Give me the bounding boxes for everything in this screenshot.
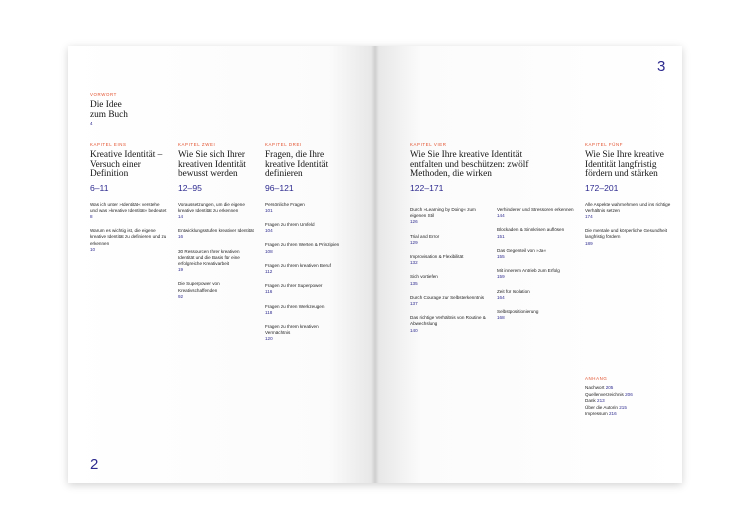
- toc-entry-page: 189: [585, 240, 593, 246]
- toc-entry-title: Fragen zu Ihrem kreativen Beruf: [265, 262, 331, 268]
- toc-entry: [265, 222, 345, 234]
- toc-entry-title: Warum es wichtig ist, die eigene kreative Identität zu definieren und zu erkennen: [90, 228, 167, 246]
- toc-entry-page: 168: [497, 315, 505, 321]
- anhang-item-page: 213: [597, 398, 605, 404]
- chapter-4-entries-b: [497, 207, 575, 329]
- toc-entry-title: Entwicklungsstufen kreativer Identität: [178, 228, 254, 234]
- toc-entry-page: 120: [265, 336, 273, 342]
- toc-entry: [265, 202, 345, 214]
- toc-entry-title: Fragen zu Ihrer Superpower: [265, 283, 323, 289]
- book-fold: [371, 46, 379, 483]
- toc-entry-title: Das Gegenteil von »Ja«: [497, 247, 547, 253]
- anhang-kicker: ANHANG: [585, 376, 608, 381]
- chapter-entries: [178, 202, 256, 300]
- toc-entry-page: 108: [265, 248, 273, 254]
- toc-entry-title: Zeit für Isolation: [497, 288, 530, 294]
- chapter-entries: [90, 202, 168, 253]
- anhang-item-title: Quellenverzeichnis: [585, 391, 624, 397]
- toc-entry: [265, 283, 345, 295]
- chapter-1: [90, 142, 168, 261]
- toc-entry-title: Die Superpower von Kreativschaffenden: [178, 281, 220, 293]
- chapter-4: [410, 142, 582, 193]
- toc-entry: [265, 304, 345, 316]
- vorwort-title: Die Idee zum Buch: [90, 100, 128, 120]
- chapter-5: [585, 142, 671, 255]
- anhang-item-page: 216: [609, 411, 617, 417]
- toc-entry-title: Durch »Learning by Doing« zum eigenen Stil: [410, 207, 476, 219]
- toc-entry-title: Fragen zu Ihren Werten & Prinzipien: [265, 242, 340, 248]
- toc-entry: [410, 207, 488, 226]
- toc-entry: [410, 274, 488, 286]
- toc-entry: [497, 309, 575, 321]
- chapter-2: [178, 142, 256, 308]
- toc-entry: [585, 202, 671, 221]
- toc-entry: [410, 254, 488, 266]
- toc-entry-title: Durch Courage zur Selbsterkenntnis: [410, 294, 485, 300]
- toc-entry: [497, 289, 575, 301]
- anhang-section: [585, 376, 671, 418]
- toc-entry-page: 101: [265, 207, 273, 213]
- toc-entry-title: Fragen zu Ihrem Umfeld: [265, 221, 315, 227]
- chapter-kicker: KAPITEL EINS: [90, 142, 127, 147]
- anhang-item-title: Impressum: [585, 411, 608, 417]
- chapter-page-range: 96–121: [265, 182, 294, 193]
- toc-entry-page: 92: [178, 293, 184, 299]
- chapter-3: [265, 142, 345, 351]
- vorwort-kicker: VORWORT: [90, 92, 117, 97]
- toc-entry-title: Fragen zu Ihrem kreativen Vermächtnis: [265, 323, 319, 336]
- right-page: [375, 46, 682, 483]
- chapter-title: Wie Sie Ihre kreative Identität entfalten und beschützen: zwölf Methoden, die wirken: [410, 150, 529, 179]
- chapter-entries: [265, 202, 345, 343]
- anhang-item: [585, 392, 671, 399]
- toc-entry-page: 104: [265, 228, 273, 234]
- chapter-title: Wie Sie Ihre kreative Identität langfristig fördern und stärken: [585, 150, 664, 179]
- toc-entry-page: 140: [410, 327, 418, 333]
- anhang-item-title: Nachwort: [585, 385, 605, 390]
- toc-entry-title: Alle Aspekte wahrnehmen und ins richtige Verhältnis setzen: [585, 201, 671, 213]
- chapter-4-entries-a: [410, 207, 488, 342]
- toc-entry-title: Sich vortiefen: [410, 274, 438, 280]
- toc-entry-page: 151: [497, 233, 505, 239]
- toc-entry-page: 126: [410, 219, 418, 225]
- toc-entry-title: Mit innerem Antrieb zum Erfolg: [497, 268, 560, 274]
- toc-entry-title: Blockaden & Sinnkrisen auflösen: [497, 227, 565, 233]
- anhang-item: [585, 398, 671, 405]
- toc-entry: [90, 228, 168, 253]
- toc-entry-title: Persönliche Fragen: [265, 201, 305, 207]
- toc-entry-page: 129: [410, 239, 418, 245]
- toc-entry: [178, 228, 256, 240]
- chapter-page-range: 12–95: [178, 182, 202, 193]
- toc-entry-page: 16: [178, 234, 184, 240]
- anhang-item: [585, 405, 671, 412]
- toc-entry-page: 14: [178, 213, 184, 219]
- chapter-kicker: KAPITEL VIER: [410, 142, 447, 147]
- toc-entry-page: 164: [497, 294, 505, 300]
- toc-entry-title: Die mentale und körperliche Gesundheit langfristig fördern: [585, 228, 667, 240]
- toc-entry-page: 174: [585, 213, 593, 219]
- toc-entry-title: Selbstpositionierung: [497, 309, 539, 315]
- toc-entry: [265, 242, 345, 254]
- chapter-page-range: 6–11: [90, 182, 109, 193]
- toc-entry: [497, 248, 575, 260]
- toc-entry: [497, 268, 575, 280]
- anhang-item: [585, 385, 671, 392]
- toc-entry: [497, 227, 575, 239]
- anhang-item-title: Dank: [585, 398, 596, 404]
- chapter-title: Kreative Identität – Versuch einer Definition: [90, 150, 163, 179]
- toc-entry: [585, 228, 671, 247]
- toc-entry-page: 116: [265, 289, 273, 295]
- toc-entry-title: 30 Ressourcen Ihrer kreativen Identität und die Basis für eine erfolgreiche Kreativarbeit: [178, 248, 240, 266]
- toc-entry: [178, 249, 256, 274]
- anhang-item-page: 206: [625, 391, 633, 397]
- page-number-right: 3: [657, 58, 666, 75]
- chapter-title: Wie Sie sich Ihrer kreativen Identität bewusst werden: [178, 150, 246, 179]
- toc-entry: [178, 281, 256, 300]
- vorwort-section: [90, 92, 170, 127]
- toc-entry: [410, 295, 488, 307]
- toc-entry-title: Fragen zu Ihren Werkzeugen: [265, 303, 325, 309]
- toc-entry-page: 132: [410, 260, 418, 266]
- vorwort-page: 4: [90, 121, 93, 126]
- toc-entry-page: 155: [497, 254, 505, 260]
- toc-entry: [410, 234, 488, 246]
- book-spread: [68, 46, 682, 483]
- toc-entry-title: Was ich unter »Identität« verstehe und was »kreative Identität« bedeutet: [90, 201, 167, 213]
- chapter-kicker: KAPITEL DREI: [265, 142, 302, 147]
- toc-entry-page: 135: [410, 280, 418, 286]
- toc-entry: [497, 207, 575, 219]
- anhang-item-page: 215: [619, 404, 627, 410]
- chapter-page-range: 122–171: [410, 182, 444, 193]
- chapter-entries: [585, 202, 671, 247]
- toc-entry-page: 19: [178, 267, 184, 273]
- toc-entry-page: 112: [265, 268, 273, 274]
- chapter-kicker: KAPITEL ZWEI: [178, 142, 216, 147]
- toc-entry: [178, 202, 256, 221]
- page-number-left: 2: [90, 456, 99, 473]
- toc-entry-page: 137: [410, 301, 418, 307]
- toc-entry-page: 144: [497, 213, 505, 219]
- toc-entry-page: 8: [90, 213, 93, 219]
- toc-entry: [410, 315, 488, 334]
- toc-entry-page: 118: [265, 309, 273, 315]
- toc-entry-page: 159: [497, 274, 505, 280]
- toc-entry-title: Voraussetzungen, um die eigene kreative Identität zu erkennen: [178, 201, 245, 213]
- chapter-page-range: 172–201: [585, 182, 619, 193]
- toc-entry: [265, 263, 345, 275]
- chapter-title: Fragen, die Ihre kreative Identität definieren: [265, 150, 329, 179]
- toc-entry-title: Verhinderer und Stressoren erkennen: [497, 207, 574, 212]
- toc-entry-title: Improvisation & Flexibilität: [410, 254, 464, 260]
- anhang-item: [585, 411, 671, 418]
- toc-entry-title: Das richtige Verhältnis von Routine & Abwechslung: [410, 315, 486, 327]
- toc-entry: [90, 202, 168, 221]
- toc-entry-page: 10: [90, 246, 96, 252]
- chapter-kicker: KAPITEL FÜNF: [585, 142, 624, 147]
- left-page: [68, 46, 375, 483]
- anhang-item-title: Über die Autorin: [585, 404, 618, 410]
- toc-entry: [265, 324, 345, 343]
- toc-entry-title: Trial and Error: [410, 233, 440, 239]
- anhang-item-page: 205: [605, 385, 614, 390]
